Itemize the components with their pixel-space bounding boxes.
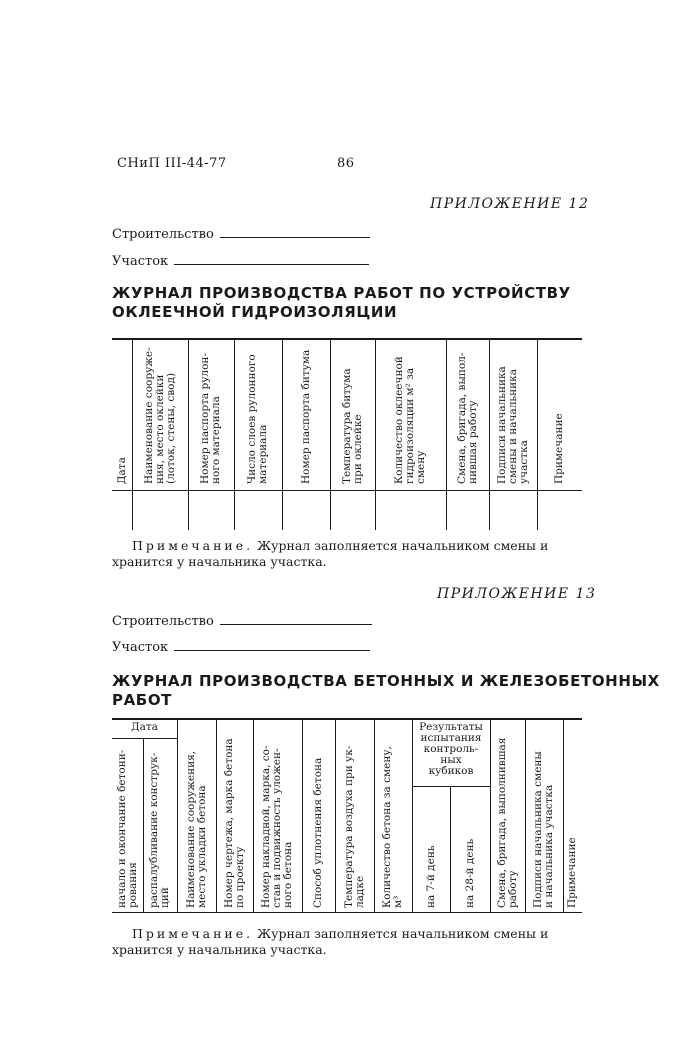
results-group-line: кубиков	[428, 765, 474, 777]
column-header-line: Дата	[115, 457, 128, 484]
column-divider	[374, 718, 375, 912]
column-header	[465, 839, 476, 908]
column-divider	[446, 338, 447, 530]
column-header	[149, 753, 171, 908]
column-divider	[537, 338, 538, 530]
column-header-line: Наименование сооружения,	[184, 750, 197, 908]
column-header	[261, 745, 294, 908]
column-header	[554, 413, 565, 484]
column-header-line: Количество бетона за смену,	[381, 746, 393, 908]
column-header	[426, 845, 437, 908]
column-header-line: Примечание	[566, 837, 578, 908]
column-header-line: ного материала	[210, 396, 222, 484]
appendix-13-label: ПРИЛОЖЕНИЕ 13	[437, 586, 597, 602]
column-header	[224, 738, 246, 908]
journal-12-title	[112, 284, 571, 322]
column-header	[186, 751, 208, 908]
column-divider	[375, 338, 376, 530]
table-bottom-rule	[112, 912, 582, 913]
column-header-line: место укладки бетона	[195, 785, 208, 908]
column-divider	[253, 718, 254, 912]
date-group-header: Дата	[131, 721, 158, 733]
section-blank-line	[174, 252, 369, 265]
page-number: 86	[337, 156, 355, 171]
column-header-line: и начальника участка	[543, 784, 555, 908]
note-label: Примечание.	[132, 926, 254, 941]
journal-13-title-line2: РАБОТ	[112, 691, 173, 709]
column-divider	[216, 718, 217, 912]
column-header-line: работу	[506, 870, 519, 908]
column-header-line: Способ уплотнения бетона	[312, 757, 324, 908]
column-header-line: Число слоев рулонного	[246, 354, 258, 484]
journal-12-title-line2: ОКЛЕЕЧНОЙ ГИДРОИЗОЛЯЦИИ	[112, 303, 398, 321]
journal-12-note-line1	[112, 538, 582, 554]
column-header	[382, 746, 404, 908]
column-header-line: на 28-й день	[463, 838, 476, 908]
section-blank-line	[174, 638, 370, 651]
column-header-line: Количество оклеечной	[393, 356, 405, 484]
column-header-line: при оклейке	[351, 414, 364, 484]
column-header	[497, 366, 530, 484]
results-group-line: испытания	[420, 732, 482, 744]
column-header	[457, 353, 479, 484]
column-divider	[188, 338, 189, 530]
construction-blank-line	[220, 225, 370, 238]
column-header-line: распалубливание конструк-	[148, 752, 160, 908]
column-divider	[330, 338, 331, 530]
column-header-line: Номер накладной, марка, со-	[260, 745, 272, 908]
column-header-line: Номер чертежа, марка бетона	[222, 738, 235, 908]
results-group-line: Результаты	[419, 721, 483, 733]
column-header	[394, 356, 427, 484]
column-header	[344, 746, 366, 908]
column-header-line: гидроизоляции м² за	[404, 367, 416, 484]
construction-blank-line	[220, 612, 372, 625]
column-header-line: Подписи начальника смены	[532, 751, 544, 908]
results-group-line: ных	[440, 754, 462, 766]
column-divider	[132, 338, 133, 530]
column-header-line: рования	[126, 862, 139, 908]
journal-12-title-line1: ЖУРНАЛ ПРОИЗВОДСТВА РАБОТ ПО УСТРОЙСТВУ	[112, 284, 571, 302]
column-header	[117, 457, 128, 484]
column-divider	[177, 718, 178, 912]
column-header-line: Номер паспорта битума	[299, 349, 312, 484]
column-header-line: Температура воздуха при ук-	[342, 745, 355, 908]
column-header	[144, 347, 177, 484]
column-divider	[282, 338, 283, 530]
journal-13-note	[112, 926, 582, 958]
column-divider	[335, 718, 336, 912]
journal-12-note-line2: хранится у начальника участка.	[112, 554, 327, 569]
column-header-line: Смена, бригада, выпол-	[455, 352, 468, 484]
journal-13-note-line1	[112, 926, 582, 942]
table-top-rule	[112, 338, 582, 340]
column-header	[342, 368, 364, 484]
journal-13-note-line2: хранится у начальника участка.	[112, 942, 327, 957]
column-header-line: ния, место оклейки	[153, 374, 166, 484]
column-divider	[302, 718, 303, 912]
column-header	[497, 738, 519, 908]
column-header-line: по проекту	[233, 846, 246, 908]
section-field-12	[112, 252, 369, 269]
column-header-line: Номер паспорта рулон-	[199, 353, 211, 484]
column-header-line: Наименование сооруже-	[142, 347, 155, 484]
column-header	[313, 758, 324, 908]
construction-field-13	[112, 612, 372, 629]
note-label: Примечание.	[132, 538, 254, 553]
appendix-12-label: ПРИЛОЖЕНИЕ 12	[430, 196, 590, 212]
column-header-line: участка	[517, 440, 530, 484]
column-header-line: ладке	[353, 875, 366, 908]
column-divider	[489, 338, 490, 530]
date-group-rule	[112, 738, 177, 739]
column-header-line: начало и окончание бетони-	[115, 749, 128, 908]
column-header-line: Температура битума	[340, 368, 353, 484]
column-header-line: ций	[159, 887, 171, 908]
table-top-rule	[112, 718, 582, 720]
column-header-line: смену	[415, 450, 427, 484]
construction-label: Строительство	[112, 227, 214, 242]
note-text-part1: Журнал заполняется начальником смены и	[253, 538, 549, 553]
construction-field-12	[112, 225, 370, 242]
column-divider	[490, 718, 491, 912]
column-header	[533, 751, 555, 908]
column-header-line: нившая работу	[466, 400, 479, 484]
column-header-line: (лоток, стены, свод)	[164, 372, 177, 484]
column-header-line: м³	[392, 895, 404, 908]
column-header-line: материала	[257, 424, 269, 484]
column-header-line: на 7-й день	[424, 845, 437, 908]
section-field-13	[112, 638, 370, 655]
column-divider	[143, 738, 144, 912]
results-group-rule	[412, 786, 490, 787]
column-header	[247, 354, 269, 484]
column-header-line: Подписи начальника	[495, 366, 508, 484]
column-divider	[450, 786, 451, 912]
document-code: СНиП III-44-77	[117, 156, 227, 171]
column-header-line: Примечание	[553, 413, 565, 484]
column-header	[200, 353, 222, 484]
journal-13-title	[112, 672, 660, 710]
construction-label: Строительство	[112, 614, 214, 629]
note-text-part1: Журнал заполняется начальником смены и	[253, 926, 549, 941]
journal-13-title-line1: ЖУРНАЛ ПРОИЗВОДСТВА БЕТОННЫХ И ЖЕЛЕЗОБЕТОННЫХ	[112, 672, 660, 690]
column-divider	[525, 718, 526, 912]
column-header	[117, 750, 139, 908]
column-header-line: смены и начальника	[506, 369, 519, 484]
column-header-line: ного бетона	[282, 841, 294, 908]
section-label: Участок	[112, 640, 169, 655]
column-header	[567, 837, 578, 908]
header-bottom-rule	[112, 490, 582, 491]
column-divider	[563, 718, 564, 912]
results-group-line: контроль-	[423, 743, 479, 755]
section-label: Участок	[112, 254, 169, 269]
column-divider	[234, 338, 235, 530]
column-header	[301, 350, 312, 484]
column-header-line: став и подвижность уложен-	[271, 748, 283, 908]
column-header-line: Смена, бригада, выполнившая	[495, 737, 508, 908]
journal-12-note	[112, 538, 582, 570]
results-group-header	[412, 722, 490, 777]
